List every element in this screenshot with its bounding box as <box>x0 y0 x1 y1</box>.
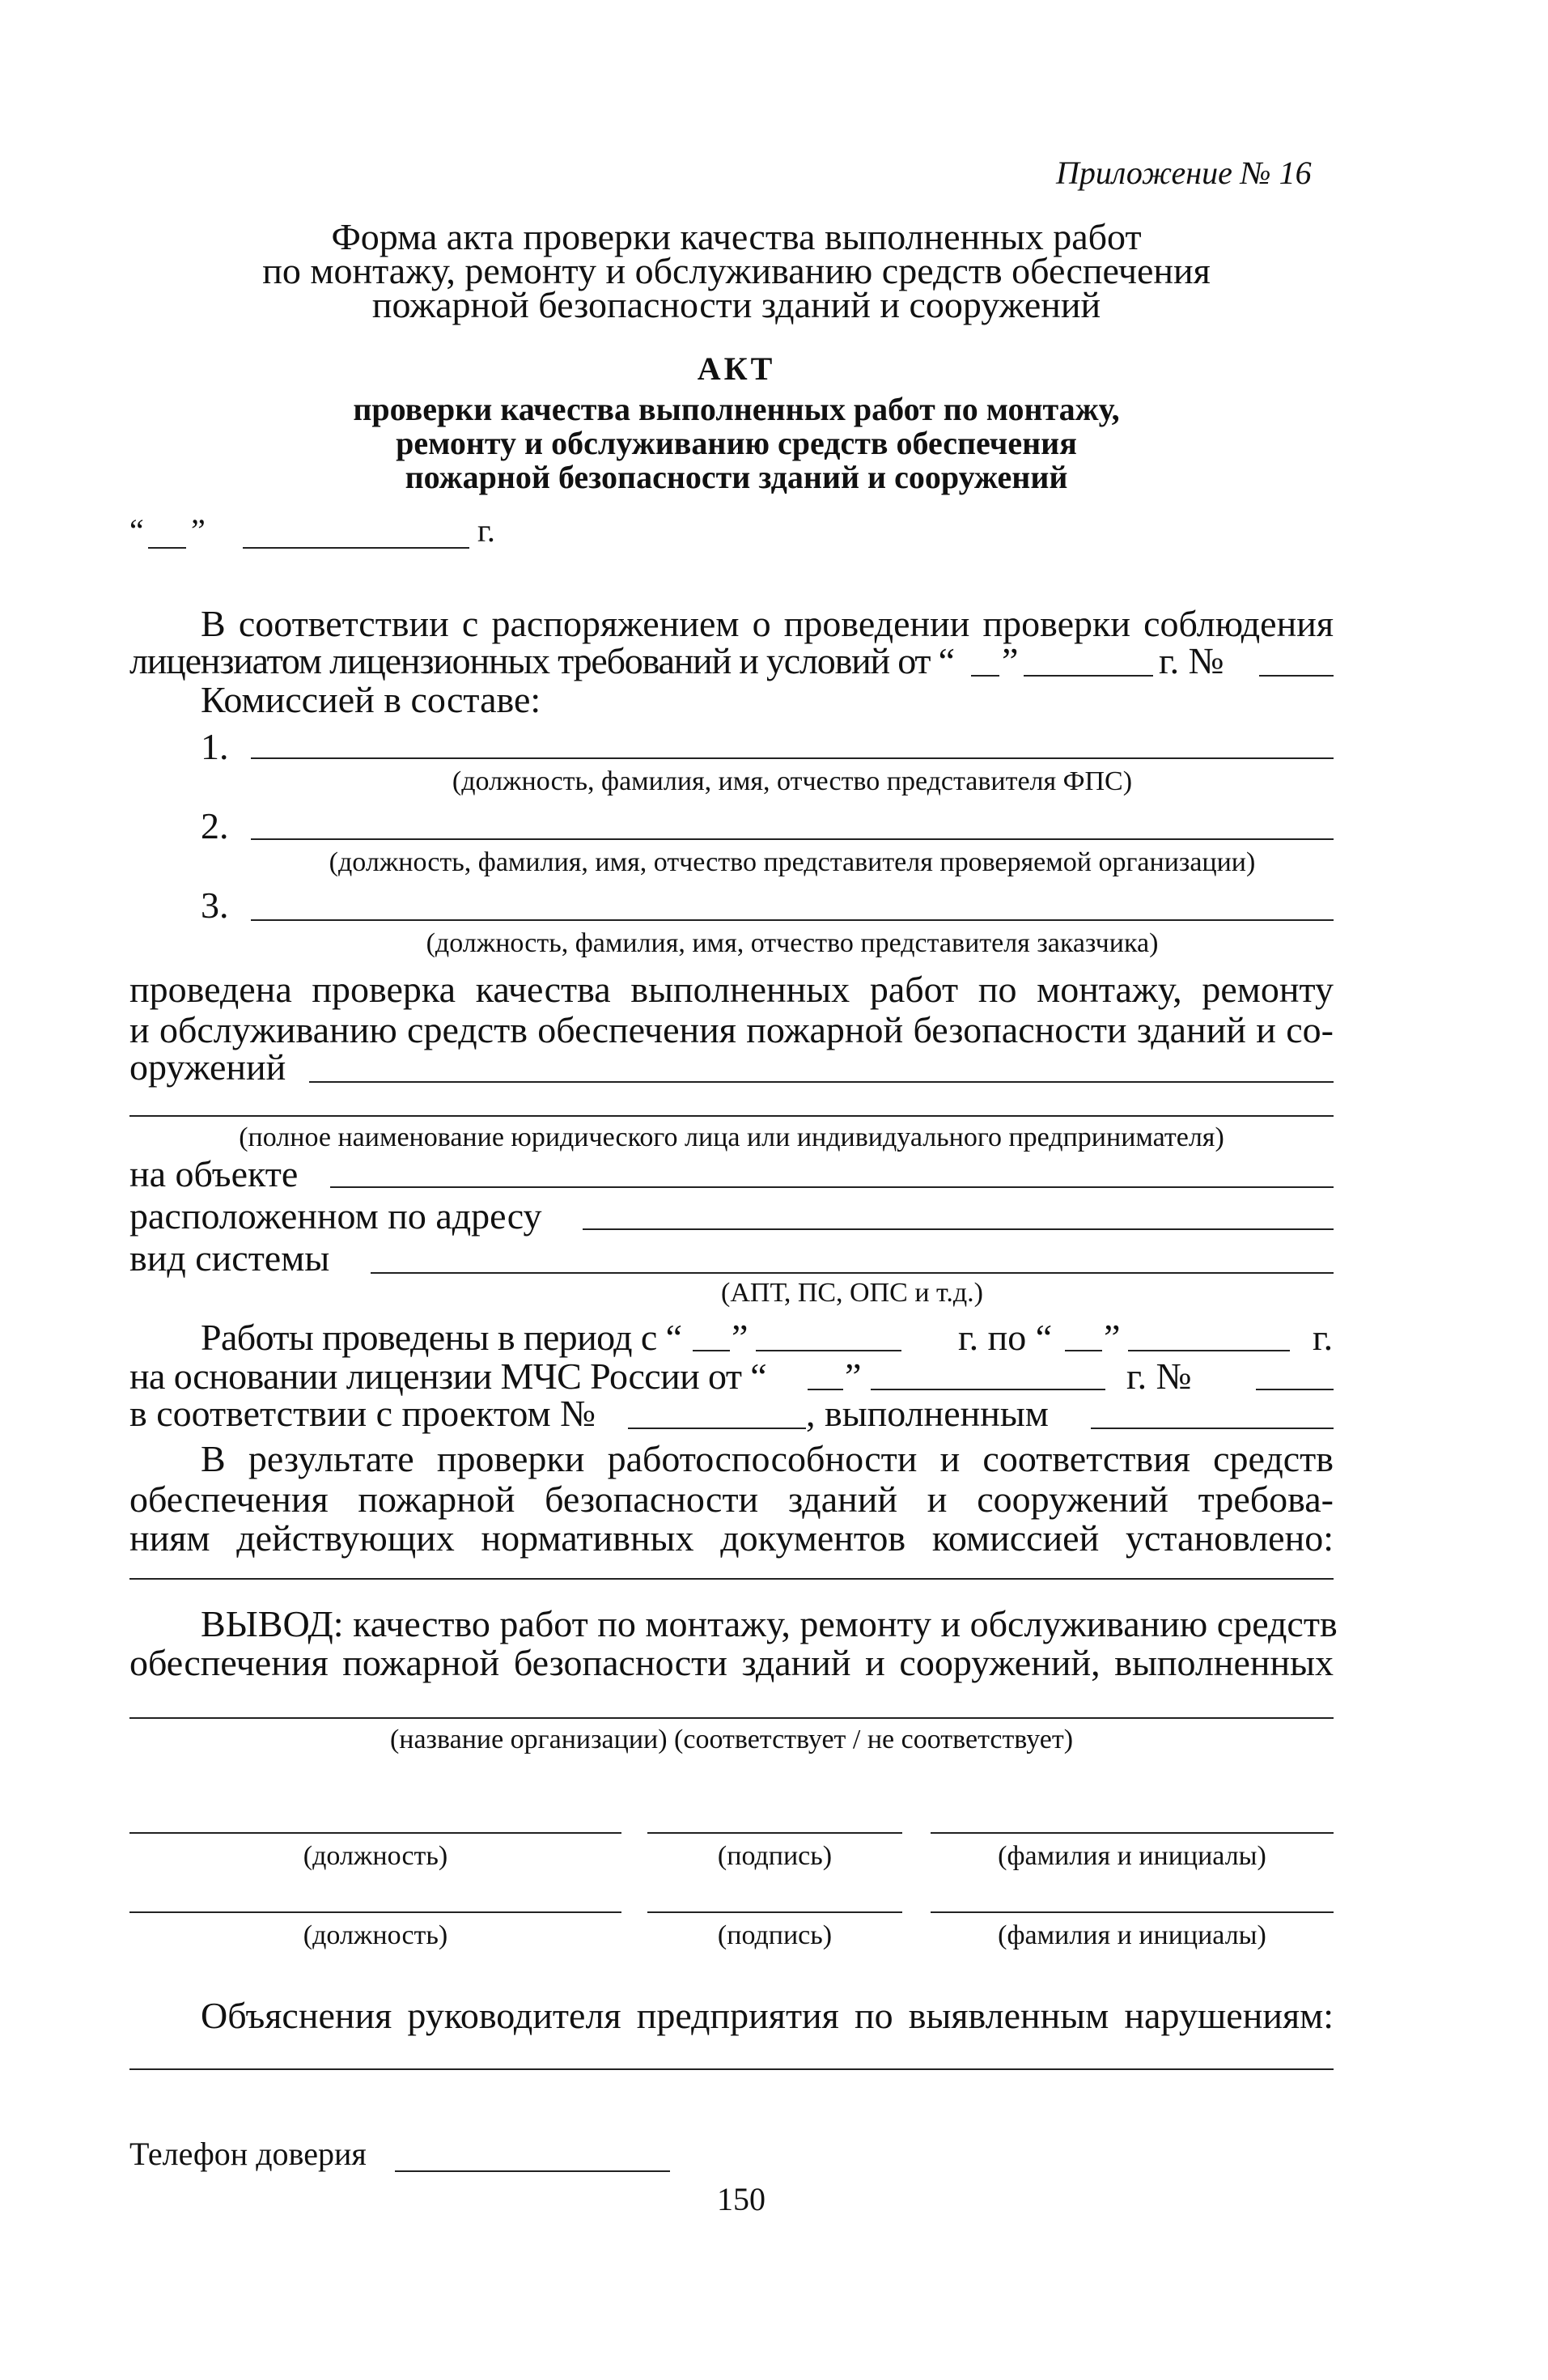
signature-1-position-caption: (должность) <box>303 1841 448 1871</box>
signature-1-name-field[interactable] <box>931 1832 1334 1834</box>
act-title-line-1: проверки качества выполненных работ по монтажу, <box>353 391 1120 427</box>
signature-2-name-field[interactable] <box>931 1911 1334 1913</box>
performed-by-field[interactable] <box>1091 1428 1334 1429</box>
license-day-field[interactable] <box>808 1389 843 1390</box>
member-3-caption: (должность, фамилия, имя, отчество представителя заказчика) <box>426 928 1159 958</box>
date-close-quote: ” <box>191 512 206 549</box>
signature-2-name-caption: (фамилия и инициалы) <box>998 1920 1266 1950</box>
date-month-field[interactable] <box>243 547 469 549</box>
page-number: 150 <box>717 2181 766 2217</box>
signature-1-signature-field[interactable] <box>647 1832 902 1834</box>
appendix-label: Приложение № 16 <box>1056 155 1312 191</box>
result-line-3: ниям действующих нормативных документов комиссией установлено: <box>129 1517 1334 1559</box>
work-period-text: Работы проведены в период с “ <box>201 1317 682 1358</box>
performed-text: , выполненным <box>806 1393 1049 1434</box>
member-1-number: 1. <box>201 726 229 767</box>
explanations-label: Объяснения руководителя предприятия по выявленным нарушениям: <box>201 1995 1334 2036</box>
member-2-number: 2. <box>201 805 229 846</box>
address-field[interactable] <box>583 1228 1334 1230</box>
member-2-caption: (должность, фамилия, имя, отчество представителя проверяемой организации) <box>329 847 1256 877</box>
signature-2-position-field[interactable] <box>129 1911 621 1913</box>
period-start-close-quote: ” <box>732 1317 749 1358</box>
form-title-line-3: пожарной безопасности зданий и сооружений <box>371 284 1101 325</box>
period-end-month-field[interactable] <box>1128 1350 1290 1351</box>
trust-phone-field[interactable] <box>395 2170 670 2172</box>
signature-1-name-caption: (фамилия и инициалы) <box>998 1841 1266 1871</box>
period-end-year-suffix: г. <box>1313 1317 1334 1358</box>
intro-line-1: В соответствии с распоряжением о проведении проверки соблюдения <box>201 603 1334 644</box>
conclusion-caption: (название организации) (соответствует / не соответствует) <box>389 1725 1074 1754</box>
act-heading: АКТ <box>697 350 776 387</box>
inspection-line-1: проведена проверка качества выполненных работ по монтажу, ремонту <box>129 969 1334 1010</box>
explanations-field[interactable] <box>129 2068 1334 2070</box>
project-number-field[interactable] <box>628 1428 806 1429</box>
trust-phone-label: Телефон доверия <box>129 2136 367 2172</box>
order-month-field[interactable] <box>1024 675 1153 677</box>
date-open-quote: “ <box>129 512 144 549</box>
inspection-line-3: оружений <box>129 1046 286 1088</box>
act-title-line-2: ремонту и обслуживанию средств обеспечения <box>396 425 1077 461</box>
organization-caption: (полное наименование юридического лица или индивидуального предпринимателя) <box>239 1122 1224 1152</box>
signature-1-position-field[interactable] <box>129 1832 621 1834</box>
system-type-caption: (АПТ, ПС, ОПС и т.д.) <box>721 1278 983 1308</box>
license-month-field[interactable] <box>871 1389 1105 1390</box>
period-year-to-text: г. по “ <box>958 1317 1053 1358</box>
period-start-month-field[interactable] <box>756 1350 901 1351</box>
member-1-field[interactable] <box>251 757 1334 759</box>
result-line-2: обеспечения пожарной безопасности зданий и сооружений требова- <box>129 1478 1334 1520</box>
member-3-field[interactable] <box>251 919 1334 921</box>
object-field[interactable] <box>330 1186 1334 1188</box>
findings-field[interactable] <box>129 1578 1334 1580</box>
conclusion-line-2: обеспечения пожарной безопасности зданий и сооружений, выполненных <box>129 1642 1334 1683</box>
period-end-day-field[interactable] <box>1065 1350 1102 1351</box>
organization-field[interactable] <box>309 1081 1334 1083</box>
order-close-quote: ” <box>1002 640 1019 681</box>
result-line-1: В результате проверки работоспособности и соответствия средств <box>201 1438 1334 1479</box>
date-day-field[interactable] <box>148 547 186 549</box>
organization-field-continued[interactable] <box>129 1115 1334 1117</box>
period-end-close-quote: ” <box>1104 1317 1121 1358</box>
conclusion-line-1: ВЫВОД: качество работ по монтажу, ремонту и обслуживанию средств <box>201 1603 1338 1644</box>
signature-2-signature-field[interactable] <box>647 1911 902 1913</box>
conclusion-field[interactable] <box>129 1717 1334 1719</box>
license-number-field[interactable] <box>1256 1389 1334 1390</box>
intro-line-2-text: лицензиатом лицензионных требований и условий от “ <box>129 640 954 681</box>
period-start-day-field[interactable] <box>693 1350 730 1351</box>
license-text: на основании лицензии МЧС России от “ <box>129 1355 767 1397</box>
act-title-line-3: пожарной безопасности зданий и сооружений <box>405 459 1068 495</box>
system-type-field[interactable] <box>371 1272 1334 1274</box>
member-3-number: 3. <box>201 885 229 926</box>
license-year-label: г. № <box>1126 1355 1192 1397</box>
order-day-field[interactable] <box>971 675 999 677</box>
address-label: расположенном по адресу <box>129 1195 542 1237</box>
license-close-quote: ” <box>845 1355 862 1397</box>
form-title-line-2: по монтажу, ремонту и обслуживанию средств обеспечения <box>262 250 1211 291</box>
commission-label: Комиссией в составе: <box>201 679 541 720</box>
signature-2-position-caption: (должность) <box>303 1920 448 1950</box>
inspection-line-2: и обслуживанию средств обеспечения пожарной безопасности зданий и со- <box>129 1009 1334 1050</box>
member-1-caption: (должность, фамилия, имя, отчество представителя ФПС) <box>452 766 1133 796</box>
system-type-label: вид системы <box>129 1237 330 1279</box>
project-text: в соответствии с проектом № <box>129 1393 596 1434</box>
date-year-suffix: г. <box>477 512 495 549</box>
signature-1-signature-caption: (подпись) <box>717 1841 833 1871</box>
form-title-line-1: Форма акта проверки качества выполненных работ <box>331 216 1142 257</box>
signature-2-signature-caption: (подпись) <box>717 1920 833 1950</box>
member-2-field[interactable] <box>251 838 1334 840</box>
order-year-label: г. № <box>1159 640 1224 681</box>
object-label: на объекте <box>129 1153 299 1194</box>
order-number-field[interactable] <box>1259 675 1334 677</box>
